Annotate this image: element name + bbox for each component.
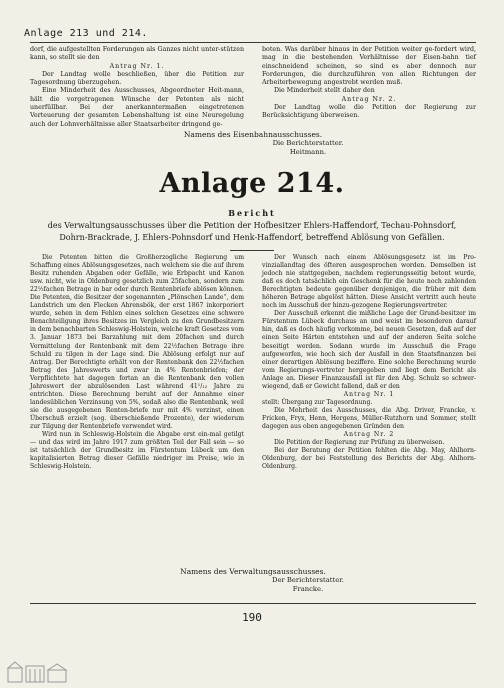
signoff-line: Die Berichterstatter. [272, 139, 344, 147]
paragraph: Der Ausschuß erkennt die mißliche Lage der Grund-besitzer im Fürstentum Lübeck durchaus an und weist im besonderen darauf hin, daß es doch häufig vorkomme, bei neuen Gesetzen, daß auf der einen Seite Härten entstehen und auf der anderen Seite solche beseitigt werden. Sodann wurde im Ausschuß die Frage aufgeworfen, wie hoch sich der Ausfall in den Staatsfinanzen bei einer derartigen Ablösung beziffere. Eine solche Berechnung wurde vom Regierungs-vertreter hergegeben und liegt dem Bericht als Anlage an. Dieser Finanzausfall ist für den Abg. Schulz so schwer-wiegend, daß er Gewicht fallend, daß er den [262, 310, 476, 390]
motion-heading: Antrag Nr. 2. [341, 95, 397, 103]
signoff-block-bottom [30, 567, 476, 594]
library-building-icon [6, 660, 70, 684]
divider [230, 250, 274, 251]
page-title: Anlage 214. [159, 168, 345, 199]
paragraph: dorf, die aufgestellten Forderungen als Ganzes nicht unter-stützen kann, so stellt sie den [30, 46, 244, 62]
signoff-line: Heitmann. [289, 148, 327, 156]
motion-heading: Antrag Nr. 1 [343, 390, 395, 398]
paragraph: Der Landtag wolle die Petition der Regierung zur Berücksichtigung überweisen. [262, 104, 476, 120]
paragraph: Die Mehrheit des Ausschusses, die Abg. Driver, Francke, v. Fricken, Fryx, Henn, Hergens, Müller-Rutzhorn und Sommer, stellt dagegen aus oben angegebenen Gründen den [262, 406, 476, 430]
paragraph: Die Minderheit stellt daher den [274, 87, 375, 95]
body-left-column [30, 254, 244, 471]
signoff-line: Der Berichterstatter. [272, 576, 344, 584]
body-section [30, 254, 476, 471]
paragraph: boten. Was darüber hinaus in der Petition weiter ge-fordert wird, mag in die bestehenden Verhältnisse der Eisen-bahn tief einschneidend scheinen, so sind es aber dennoch nur Forderungen, die durchzuführen von allen Richtungen der Arbeiterbewegung angestrebt werden muß. [262, 46, 476, 87]
report-subtitle: des Verwaltungsausschusses über die Petition der Hofbesitzer Ehlers-Haffendorf, Techau-Pohnsdorf, Dohrn-Brackrade, J. Ehlers-Pohnsdorf und Henk-Haffendorf, betreffend Ablösung von Gefällen. [47, 221, 457, 242]
running-head: Anlage 213 und 214. [24, 28, 148, 39]
page-number: 190 [242, 611, 262, 624]
paragraph: Wird nun in Schleswig-Holstein die Abgabe erst ein-mal getilgt — und das wird im Jahre 1917 zum größten Teil der Fall sein — so ist tatsächlich der Grundbesitz im Fürstentum Lübeck um den kapitalisierten Betrag dieser Gefälle niedriger im Preise, wie in Schleswig-Holstein. [30, 431, 244, 471]
paragraph: Die Petition der Regierung zur Prüfung zu überweisen. [274, 439, 445, 447]
top-left-column [30, 46, 244, 129]
paragraph: stellt: Übergang zur Tagesordnung. [262, 398, 373, 406]
paragraph: Bei der Beratung der Petition fehlten die Abg. May, Ahlhorn-Oldenburg, der bei Feststellung des Berichts der Abg. Ahlhorn-Oldenburg. [262, 447, 476, 471]
motion-heading: Antrag Nr. 2 [343, 431, 395, 439]
paragraph: Eine Minderheit des Ausschusses, Abgeordneter Heit-mann, hält die vorgetragenen Wünsche der Petenten als nicht unerfüllbar. Bei der anerkanntermaßen eingetretenen Verteuerung der gesamten Lebenshaltung ist eine Neuregelung auch der Lohnverhältnisse aller Staatsarbeiter dringend ge- [30, 87, 244, 128]
signoff-line: Francke. [292, 585, 324, 593]
top-section [30, 46, 476, 129]
footer-rule [30, 603, 476, 604]
body-right-column [262, 254, 476, 471]
report-heading: Bericht [228, 208, 276, 218]
signoff-line: Namens des Verwaltungsausschusses. [180, 567, 326, 576]
paragraph: Die Petenten bitten die Großherzogliche Regierung um Schaffung eines Ablösungsgesetzes, nach welchem sie die auf ihrem Besitz ruhenden Abgaben oder Gefälle, wie Erbpacht und Kanon usw. nicht, wie in Oldenburg gesetzlich zum 25fachen, sondern zum 22½fachen Betrage in bar oder durch Rentenbriefe ablösen können. Die Petenten, die Besitzer der sogenannten „Plönschen Lande“, dem Landstrich um den Flecken Ahrensbök, der erst 1867 inkorporiert wurde, sehen in dem Fehlen eines solchen Gesetzes eine schwere Benachteiligung ihres Besitzes im Vergleich zu den Grundbesitzern in dem benachbarten Schleswig-Holstein, welche kraft Gesetzes vom 3. Januar 1873 bei Barzahlung mit dem 20fachen und durch Vermittelung der Rentenbank mit dem 22½fachen Betrage ihre Schuld zu tilgen in der Lage sind. Die Ablösung erfolgt nur auf Antrag. Der Berechtigte erhält von der Rentenbank den 22½fachen Betrag des Jahreswerts und zwar in 4% Rentenbriefen; der Verpflichtete hat dagegen fortan an die Rentenbank den vollen Jahreswert der abzulösenden Last während 41¹/₁₂ Jahre zu entrichten. Diese Berechnung beruht auf der Annahme einer landesüblichen Verzinsung von 5%, sodaß also die Rentenbank, weil sie die ausgegebenen Renten-briefe nur mit 4% verzinst, einen Überschuß erzielt (sog. überschießende Prozente), der wiederum zur Tilgung der Rentenbriefe verwendet wird. [30, 254, 244, 430]
motion-heading: Antrag Nr. 1. [109, 62, 165, 70]
paragraph: Der Wunsch nach einem Ablösungsgesetz ist im Pro-vinziallandtag des öfteren ausgesprochen worden. Demselben ist jedoch nie stattgegeben, nachdem regierungsseitig betont wurde, daß es doch tatsächlich ein Geschenk für die heute noch zahlenden Berechtigten bedeute gegenüber denjenigen, die früher mit dem höheren Betrage abgelöst hätten. Diese Ansicht vertritt auch heute noch im Ausschuß der hinzu-gezogene Regierungsvertreter. [262, 254, 476, 310]
signoff-line: Namens des Eisenbahnausschusses. [183, 130, 323, 139]
signoff-block-top [30, 130, 476, 157]
paragraph: Der Landtag wolle beschließen, über die Petition zur Tagesordnung überzugehen. [30, 70, 244, 87]
header-rule [30, 42, 476, 43]
top-right-column [262, 46, 476, 129]
